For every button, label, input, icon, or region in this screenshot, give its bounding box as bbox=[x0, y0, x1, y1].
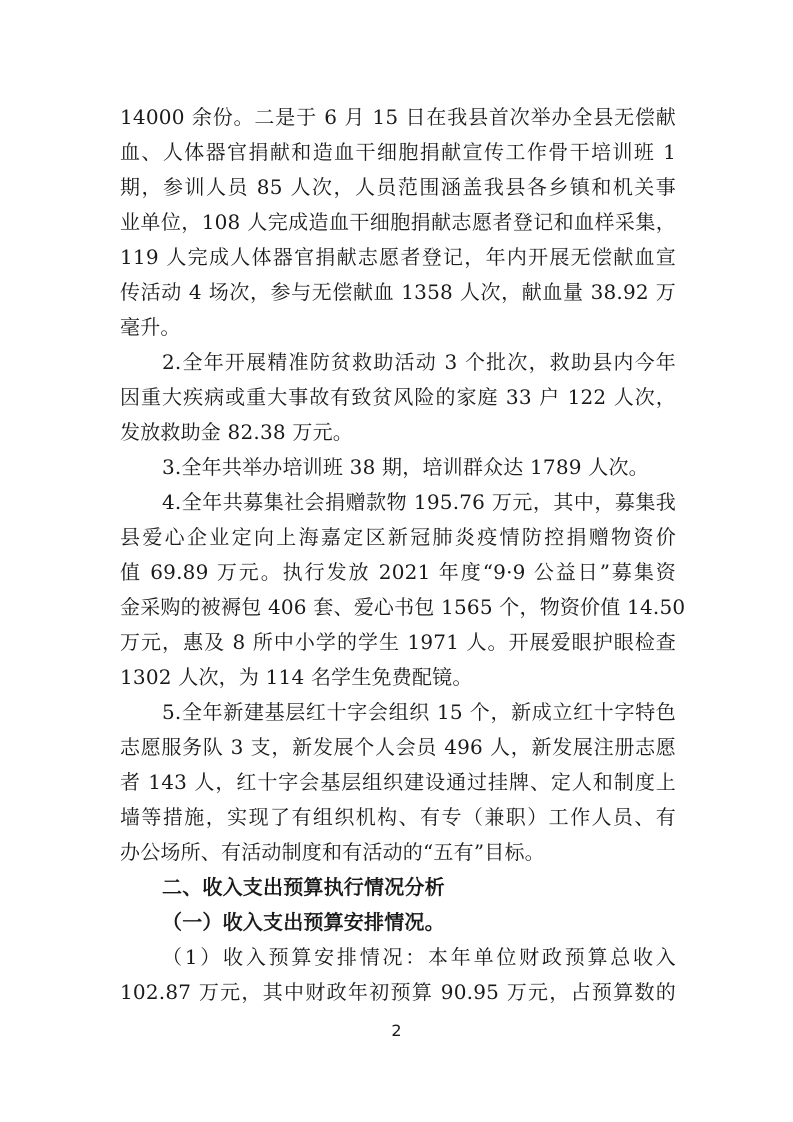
page-number: 2 bbox=[391, 1021, 402, 1040]
document-body bbox=[120, 100, 686, 1010]
text-line: 业单位，108 人完成造血干细胞捐献志愿者登记和血样采集， bbox=[120, 210, 676, 234]
text-line: 传活动 4 场次，参与无偿献血 1358 人次，献血量 38.92 万 bbox=[120, 280, 676, 304]
text-line: 墙等措施，实现了有组织机构、有专（兼职）工作人员、有 bbox=[120, 805, 676, 829]
text-line: 者 143 人，红十字会基层组织建设通过挂牌、定人和制度上 bbox=[120, 770, 676, 794]
list-item-4: 4.全年共募集社会捐赠款物 195.76 万元，其中，募集我 bbox=[162, 490, 676, 514]
text-line: 因重大疾病或重大事故有致贫风险的家庭 33 户 122 人次， bbox=[120, 385, 676, 409]
text-line: 发放救助金 82.38 万元。 bbox=[120, 420, 353, 444]
list-item-5: 5.全年新建基层红十字会组织 15 个，新成立红十字特色 bbox=[162, 700, 676, 724]
list-item-2: 2.全年开展精准防贫救助活动 3 个批次，救助县内今年 bbox=[162, 350, 676, 374]
text-line: 毫升。 bbox=[120, 315, 181, 339]
text-line: 万元，惠及 8 所中小学的学生 1971 人。开展爱眼护眼检查 bbox=[120, 630, 676, 654]
text-line: 119 人完成人体器官捐献志愿者登记，年内开展无偿献血宣 bbox=[120, 245, 676, 269]
section-heading: 二、收入支出预算执行情况分析 bbox=[162, 875, 445, 899]
text-line: 期，参训人员 85 人次，人员范围涵盖我县各乡镇和机关事 bbox=[120, 175, 676, 199]
text-line: 志愿服务队 3 支，新发展个人会员 496 人，新发展注册志愿 bbox=[120, 735, 676, 759]
text-line: 办公场所、有活动制度和有活动的“五有”目标。 bbox=[120, 840, 545, 864]
text-line: 1302 人次，为 114 名学生免费配镜。 bbox=[120, 665, 473, 689]
text-line: 值 69.89 万元。执行发放 2021 年度“9·9 公益日”募集资 bbox=[120, 560, 676, 584]
subsection-heading: （一）收入支出预算安排情况。 bbox=[162, 910, 445, 934]
text-line: 102.87 万元，其中财政年初预算 90.95 万元，占预算数的 bbox=[120, 980, 676, 1004]
text-line: 血、人体器官捐献和造血干细胞捐献宣传工作骨干培训班 1 bbox=[120, 140, 676, 164]
text-line: 14000 余份。二是于 6 月 15 日在我县首次举办全县无偿献 bbox=[120, 105, 676, 129]
list-item-3: 3.全年共举办培训班 38 期，培训群众达 1789 人次。 bbox=[162, 455, 649, 479]
text-line: 金采购的被褥包 406 套、爱心书包 1565 个，物资价值 14.50 bbox=[120, 595, 686, 619]
paragraph-start: （1）收入预算安排情况：本年单位财政预算总收入 bbox=[162, 945, 676, 969]
text-line: 县爱心企业定向上海嘉定区新冠肺炎疫情防控捐赠物资价 bbox=[120, 525, 676, 549]
